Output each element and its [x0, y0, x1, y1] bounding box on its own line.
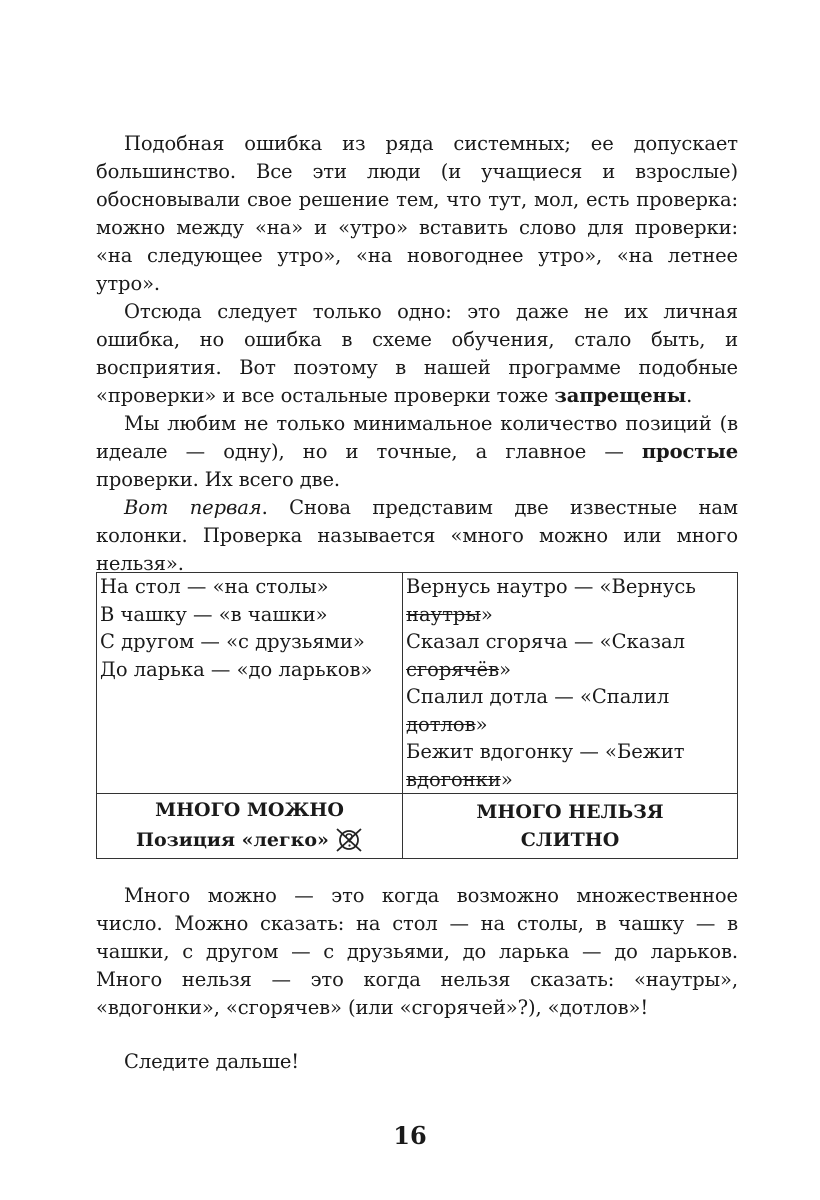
p3-bold: простые: [641, 440, 738, 463]
right-row-cont: [406, 766, 734, 794]
p3-start: Мы любим не только минимальное количество позиций (в идеале — одну), но и точные, а главное —: [96, 412, 738, 463]
left-footer-sub: Позиция «легко»: [136, 829, 329, 851]
left-footer-sub-row: [97, 824, 402, 856]
p2-bold: запрещены: [554, 384, 687, 407]
page-number: 16: [393, 1121, 427, 1150]
left-footer: [97, 794, 403, 859]
right-footer-line1: МНОГО НЕЛЬЗЯ: [476, 801, 664, 823]
quote-close: »: [500, 767, 513, 791]
struck-word: вдогонки: [406, 767, 501, 791]
struck-word: наутры: [406, 602, 481, 626]
left-row: С другом — «с друзьями»: [100, 630, 365, 653]
quote-close: »: [475, 712, 488, 736]
paragraph-2: [96, 298, 738, 410]
left-row: В чашку — «в чашки»: [100, 602, 328, 626]
right-row: Бежит вдогонку — «Бежит: [406, 740, 685, 763]
left-row: На стол — «на столы»: [100, 575, 329, 598]
quote-close: »: [480, 602, 493, 626]
right-row-cont: [406, 711, 734, 739]
left-column: [97, 573, 403, 794]
closing-line: [96, 1048, 738, 1076]
paragraph-4: [96, 494, 738, 578]
quote-close: »: [499, 657, 512, 681]
right-row: Вернусь наутро — «Вернусь: [406, 575, 696, 598]
p2-end: .: [686, 384, 693, 407]
paragraph-5: Много можно — это когда возможно множественное число. Можно сказать: на стол — на столы, в чашку — в чашки, с другом — с друзьями, до ларька — до ларьков. Много нельзя — это когда нельзя сказать: «наутры», «вдогонки», «сгорячев» (или «сгорячей»?), «дотлов»!: [96, 884, 738, 1019]
comparison-table: [96, 572, 738, 859]
left-row: До ларька — «до ларьков»: [100, 657, 373, 681]
paragraph-6: Следите дальше!: [124, 1050, 300, 1073]
right-column: [403, 573, 738, 794]
paragraph-1: Подобная ошибка из ряда системных; ее допускает большинство. Все эти люди (и учащиеся и взрослые) обосновывали свое решение тем, что тут, мол, есть проверка: можно между «на» и «утро» вставить слово для проверки: «на следующее утро», «на новогоднее утро», «на летнее утро».: [96, 132, 738, 295]
struck-word: сгорячёв: [406, 657, 500, 681]
right-footer: [403, 794, 738, 859]
right-row: Спалил дотла — «Спалил: [406, 685, 670, 708]
struck-word: дотлов: [406, 712, 476, 736]
body-text: [96, 130, 738, 578]
right-row-cont: [406, 656, 734, 684]
p4-italic: Вот первая: [124, 496, 262, 519]
right-row-cont: [406, 601, 734, 629]
after-table-text: [96, 882, 738, 1022]
crossed-question-icon: [335, 826, 363, 854]
paragraph-3: [96, 410, 738, 494]
p3-end: проверки. Их всего две.: [96, 468, 341, 491]
right-row: Сказал сгоряча — «Сказал: [406, 630, 685, 653]
p4-rest: . Снова представим две известные нам колонки. Проверка называется «много можно или много нельзя».: [96, 496, 738, 575]
left-footer-title: МНОГО МОЖНО: [155, 799, 344, 821]
p2-start: Отсюда следует только одно: это даже не их личная ошибка, но ошибка в схеме обучения, стало быть, и восприятия. Вот поэтому в нашей программе подобные «проверки» и все остальные проверки тоже: [96, 300, 738, 407]
right-footer-line2: СЛИТНО: [520, 829, 620, 851]
